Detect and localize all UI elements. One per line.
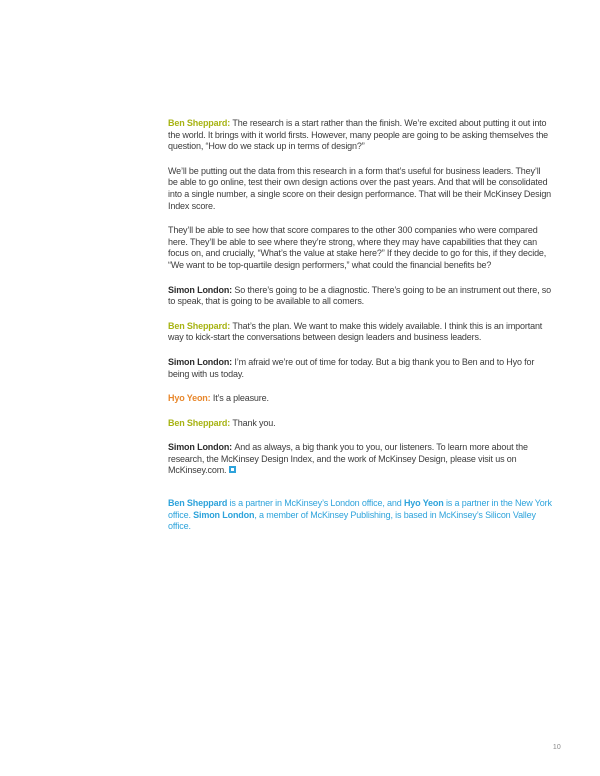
speaker-name: Simon London: <box>168 284 235 295</box>
transcript-paragraph <box>168 321 552 344</box>
speaker-name: Simon London: <box>168 356 235 367</box>
transcript-paragraph <box>168 418 552 430</box>
speaker-name: Hyo Yeon: <box>168 393 213 404</box>
speaker-name: Ben Sheppard: <box>168 118 233 128</box>
paragraph-text: And as always, a big thank you to you, our listeners. To learn more about the research, the McKinsey Design Index, and the work of McKinsey Design, please visit us on McKinsey.com. <box>168 442 528 476</box>
author-note <box>168 498 552 533</box>
paragraph-text: The research is a start rather than the finish. We’re excited about putting it out into the world. It brings with it world firsts. However, many people are going to be asking themselves the question, “How do we stack up in terms of design?” <box>168 118 549 152</box>
author-name: Simon London <box>193 509 255 520</box>
paragraph-text: I’m afraid we’re out of time for today. But a big thank you to Ben and to Hyo for being with us today. <box>168 356 535 379</box>
page-number: 10 <box>552 744 561 751</box>
author-note-text: is a partner in the New York office. <box>168 498 552 520</box>
transcript-paragraph <box>168 285 552 308</box>
paragraph-text: They’ll be able to see how that score compares to the other 300 companies who were compared here. They’ll be able to see where they’re strong, where they may have capabilities that they can focus on, and crucially, “What’s the value at stake here?” If they decide to go for this, if they decide, “We want to be top-quartile design performers,” what could the financial benefits be? <box>168 225 547 270</box>
article-end-square-icon <box>229 466 236 473</box>
paragraph-text: That’s the plan. We want to make this widely available. I think this is an important way to kick-start the conversations between design leaders and business leaders. <box>168 320 543 343</box>
transcript-paragraph <box>168 393 552 405</box>
transcript-paragraph <box>168 166 552 212</box>
author-note-text: , a member of McKinsey Publishing, is based in McKinsey’s Silicon Valley office. <box>168 509 536 532</box>
paragraph-text: We’ll be putting out the data from this research in a form that’s useful for business leaders. They’ll be able to go online, test their own design actions over the past years. And that will be consolidated into a single number, a single score on their design performance. That will be their McKinsey Design Index score. <box>168 165 552 211</box>
paragraph-text: So there’s going to be a diagnostic. There’s going to be an instrument out there, so to speak, that is going to be available to all comers. <box>168 284 552 307</box>
paragraph-text: Thank you. <box>232 417 276 428</box>
transcript-paragraph <box>168 118 552 153</box>
transcript-paragraph <box>168 225 552 271</box>
speaker-name: Ben Sheppard: <box>168 417 233 428</box>
transcript-paragraph <box>168 442 552 477</box>
author-note-text: is a partner in McKinsey’s London office, and <box>227 498 404 509</box>
author-name: Ben Sheppard <box>168 498 228 509</box>
speaker-name: Ben Sheppard: <box>168 320 233 331</box>
speaker-name: Simon London: <box>168 442 235 453</box>
transcript-paragraph <box>168 357 552 380</box>
paragraph-text: It’s a pleasure. <box>212 393 269 404</box>
author-name: Hyo Yeon <box>403 498 444 509</box>
transcript <box>168 118 552 546</box>
